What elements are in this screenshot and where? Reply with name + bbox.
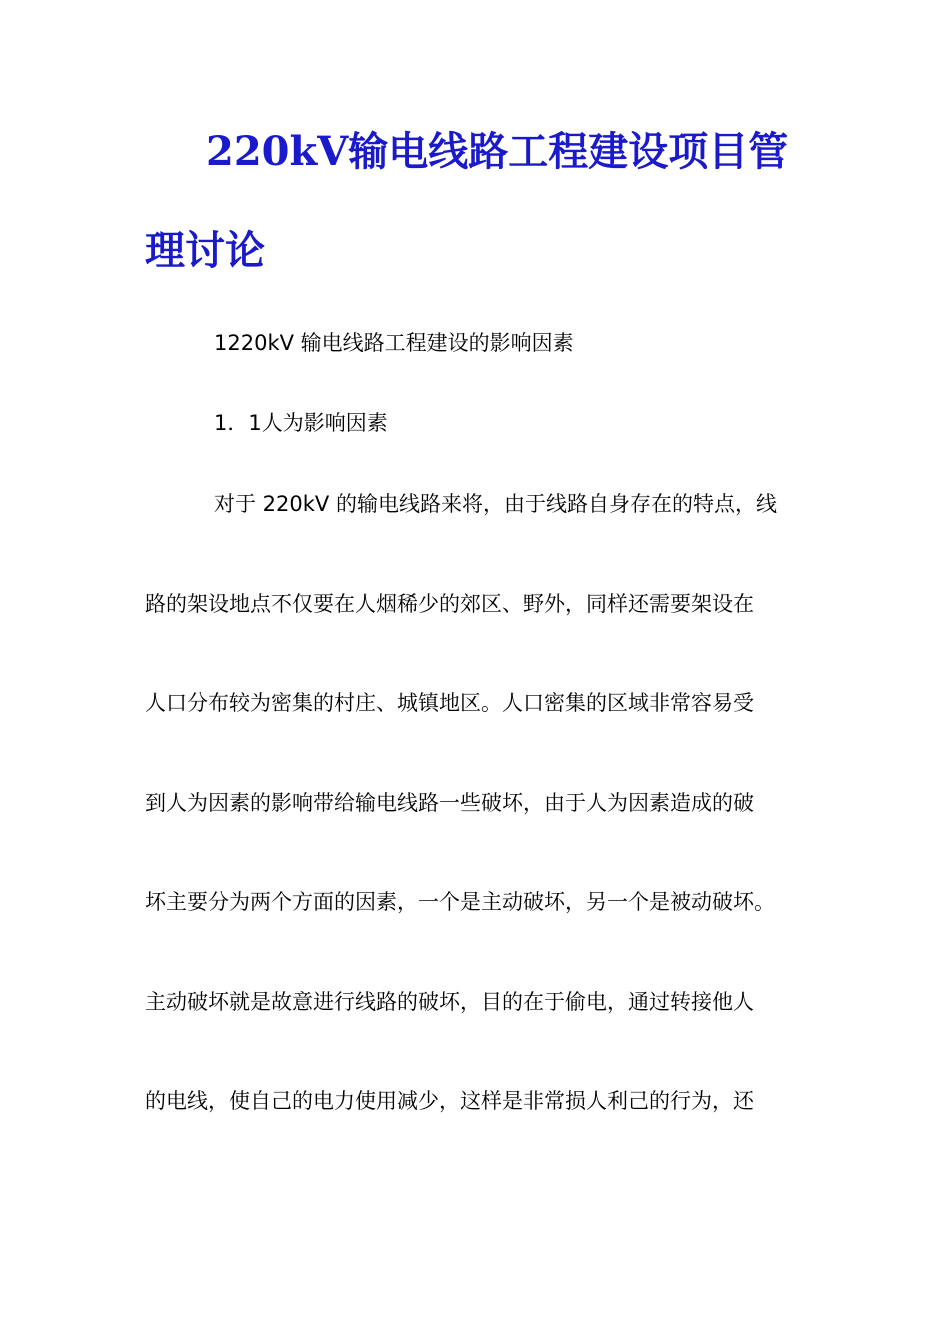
subsection-heading: 1．1人为影响因素 [214,411,388,435]
document-title-line-2: 理讨论 [145,227,265,274]
section-heading: 1220kV 输电线路工程建设的影响因素 [214,331,574,355]
body-line-7: 的电线，使自己的电力使用减少，这样是非常损人利己的行为，还 [145,1089,754,1113]
body-line-1: 对于 220kV 的输电线路来将，由于线路自身存在的特点，线 [214,492,777,516]
body-line-3: 人口分布较为密集的村庄、城镇地区。人口密集的区域非常容易受 [145,691,754,715]
body-line-2: 路的架设地点不仅要在人烟稀少的郊区、野外，同样还需要架设在 [145,592,754,616]
document-title-line-1: 220kV输电线路工程建设项目管 [206,128,789,175]
body-line-4: 到人为因素的影响带给输电线路一些破坏，由于人为因素造成的破 [145,791,754,815]
body-line-5: 坏主要分为两个方面的因素，一个是主动破坏，另一个是被动破坏。 [145,890,775,914]
body-line-6: 主动破坏就是故意进行线路的破坏，目的在于偷电，通过转接他人 [145,990,754,1014]
